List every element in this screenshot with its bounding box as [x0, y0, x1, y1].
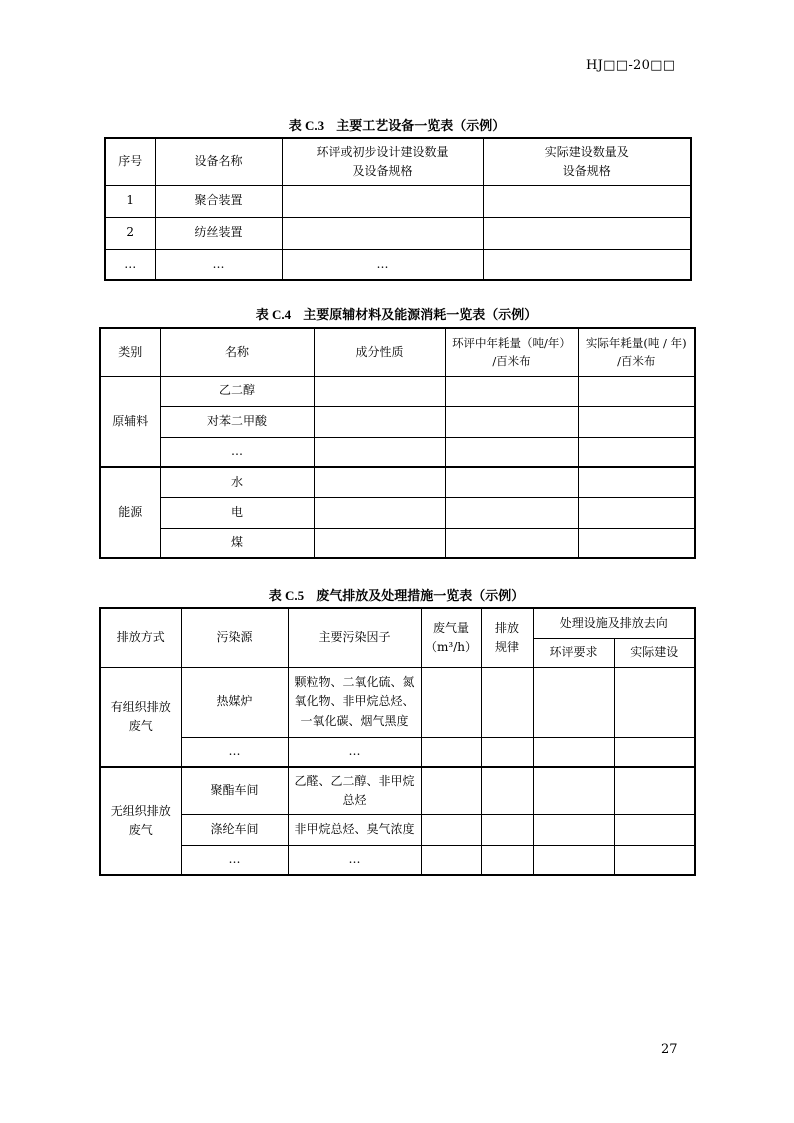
- table-c4-label: 表 C.4: [255, 307, 292, 322]
- header-emission-pattern: [481, 608, 533, 667]
- table-c4-title: 主要原辅材料及能源消耗一览表（示例）: [303, 308, 538, 323]
- cell-method-organized: [100, 667, 181, 767]
- table-row: [100, 667, 695, 737]
- header-actual-line2: 设备规格: [562, 163, 611, 178]
- table-row: [100, 497, 695, 528]
- cell-serial-no: 1: [105, 185, 155, 217]
- fugitive-line2: 废气: [128, 823, 153, 837]
- pollutants-line1: 乙醛、乙二醇、非甲烷: [294, 773, 415, 788]
- header-pollution-source: 污染源: [181, 608, 288, 667]
- table-c3-label: 表 C.3: [288, 118, 325, 133]
- cell-source: 涤纶车间: [181, 814, 288, 845]
- header-pattern-line1: 排放: [494, 620, 519, 635]
- table-c4-caption: [99, 304, 694, 323]
- cell-empty: [533, 667, 614, 737]
- table-c3-header-row: [105, 138, 691, 185]
- organized-line1: 有组织排放: [110, 699, 171, 714]
- cell-source: …: [181, 737, 288, 767]
- cell-empty: [481, 845, 533, 875]
- cell-equipment-name: 纺丝装置: [155, 217, 282, 249]
- cell-empty: [314, 497, 445, 528]
- cell-empty: [445, 528, 578, 558]
- cell-equipment-name: …: [155, 249, 282, 280]
- header-equipment-name: 设备名称: [155, 138, 282, 185]
- table-row: [100, 737, 695, 767]
- cell-empty: [533, 814, 614, 845]
- table-c3-caption: [104, 115, 690, 134]
- table-c5-label: 表 C.5: [268, 588, 305, 603]
- header-eia-line2: /百米布: [492, 354, 531, 369]
- table-c3-title: 主要工艺设备一览表（示例）: [336, 119, 506, 134]
- table-c3: [104, 137, 692, 281]
- header-emission-method: 排放方式: [100, 608, 181, 667]
- header-category: 类别: [100, 328, 160, 376]
- cell-source: 聚酯车间: [181, 767, 288, 814]
- pollutants-line2: 氧化物、非甲烷总烃、: [294, 694, 415, 709]
- pollutants-line1: 颗粒物、二氧化硫、氮: [294, 675, 415, 690]
- cell-empty: [421, 667, 481, 737]
- cell-item-name: 电: [160, 497, 314, 528]
- document-code: HJ□□-20□□: [586, 58, 676, 73]
- header-planned-quantity: [282, 138, 483, 185]
- table-row: [100, 406, 695, 437]
- header-volume-line1: 废气量: [432, 620, 469, 635]
- header-pattern-line2: 规律: [494, 639, 519, 654]
- cell-pollutants: …: [288, 845, 421, 875]
- cell-empty: [533, 767, 614, 814]
- cell-empty: [314, 467, 445, 497]
- cell-empty: [614, 667, 695, 737]
- header-planned-line1: 环评或初步设计建设数量: [316, 144, 449, 159]
- cell-empty: [533, 737, 614, 767]
- cell-empty: [445, 376, 578, 406]
- cell-empty: [481, 814, 533, 845]
- cell-item-name: 煤: [160, 528, 314, 558]
- table-c5: [99, 607, 696, 876]
- cell-pollutants: [288, 667, 421, 737]
- header-composition: 成分性质: [314, 328, 445, 376]
- table-c5-title: 废气排放及处理措施一览表（示例）: [316, 589, 525, 604]
- cell-empty: [578, 437, 695, 467]
- header-planned-line2: 及设备规格: [352, 163, 413, 178]
- cell-empty: [578, 467, 695, 497]
- cell-actual: [483, 185, 691, 217]
- table-row: [100, 767, 695, 814]
- cell-empty: [445, 497, 578, 528]
- cell-planned: [282, 217, 483, 249]
- fugitive-line1: 无组织排放: [110, 803, 171, 818]
- table-row: [105, 217, 691, 249]
- cell-category-raw-materials: 原辅料: [100, 376, 160, 467]
- cell-method-fugitive: [100, 767, 181, 875]
- cell-empty: [314, 437, 445, 467]
- cell-item-name: 乙二醇: [160, 376, 314, 406]
- header-eia-requirement: 环评要求: [533, 638, 614, 667]
- cell-actual: [483, 217, 691, 249]
- header-actual-construction: 实际建设: [614, 638, 695, 667]
- cell-pollutants: [288, 767, 421, 814]
- cell-item-name: 对苯二甲酸: [160, 406, 314, 437]
- header-treatment: 处理设施及排放去向: [533, 608, 695, 638]
- cell-pollutants: …: [288, 737, 421, 767]
- cell-equipment-name: 聚合装置: [155, 185, 282, 217]
- cell-source: …: [181, 845, 288, 875]
- header-actual-quantity: [483, 138, 691, 185]
- cell-empty: [481, 737, 533, 767]
- header-serial-no: 序号: [105, 138, 155, 185]
- header-eia-line1: 环评中年耗量（吨/年）: [452, 335, 571, 350]
- cell-empty: [481, 667, 533, 737]
- cell-empty: [614, 845, 695, 875]
- table-row: [100, 467, 695, 497]
- header-main-pollutants: 主要污染因子: [288, 608, 421, 667]
- cell-item-name: …: [160, 437, 314, 467]
- cell-empty: [614, 767, 695, 814]
- table-row: [100, 528, 695, 558]
- cell-empty: [578, 406, 695, 437]
- cell-serial-no: …: [105, 249, 155, 280]
- cell-empty: [614, 737, 695, 767]
- cell-empty: [445, 467, 578, 497]
- cell-empty: [445, 406, 578, 437]
- table-c5-header-row-1: [100, 608, 695, 638]
- cell-empty: [421, 737, 481, 767]
- cell-empty: [578, 497, 695, 528]
- cell-empty: [314, 376, 445, 406]
- table-c4: [99, 327, 696, 559]
- cell-empty: [421, 814, 481, 845]
- cell-empty: [421, 845, 481, 875]
- cell-pollutants: 非甲烷总烃、臭气浓度: [288, 814, 421, 845]
- table-row: [105, 249, 691, 280]
- cell-empty: [578, 528, 695, 558]
- header-actual-line2: /百米布: [617, 354, 656, 369]
- cell-empty: [314, 528, 445, 558]
- cell-item-name: 水: [160, 467, 314, 497]
- table-row: [100, 814, 695, 845]
- table-row: [100, 845, 695, 875]
- cell-planned: [282, 185, 483, 217]
- page-number: 27: [661, 1042, 678, 1057]
- cell-empty: [314, 406, 445, 437]
- header-actual-line1: 实际建设数量及: [544, 144, 629, 159]
- header-eia-consumption: [445, 328, 578, 376]
- cell-empty: [445, 437, 578, 467]
- organized-line2: 废气: [128, 718, 153, 733]
- header-volume-unit: （m³/h）: [425, 639, 477, 654]
- table-row: [100, 376, 695, 406]
- cell-planned: …: [282, 249, 483, 280]
- cell-empty: [614, 814, 695, 845]
- header-actual-consumption: [578, 328, 695, 376]
- header-name: 名称: [160, 328, 314, 376]
- pollutants-line2: 总烃: [342, 792, 367, 807]
- cell-empty: [578, 376, 695, 406]
- cell-empty: [481, 767, 533, 814]
- cell-empty: [421, 767, 481, 814]
- table-row: [105, 185, 691, 217]
- header-gas-volume: [421, 608, 481, 667]
- pollutants-line3: 一氧化碳、烟气黑度: [300, 713, 409, 728]
- cell-source: 热媒炉: [181, 667, 288, 737]
- table-row: [100, 437, 695, 467]
- cell-serial-no: 2: [105, 217, 155, 249]
- table-c4-header-row: [100, 328, 695, 376]
- table-c5-caption: [99, 585, 694, 604]
- cell-category-energy: 能源: [100, 467, 160, 558]
- cell-actual: [483, 249, 691, 280]
- header-actual-line1: 实际年耗量(吨 / 年): [585, 335, 687, 350]
- cell-empty: [533, 845, 614, 875]
